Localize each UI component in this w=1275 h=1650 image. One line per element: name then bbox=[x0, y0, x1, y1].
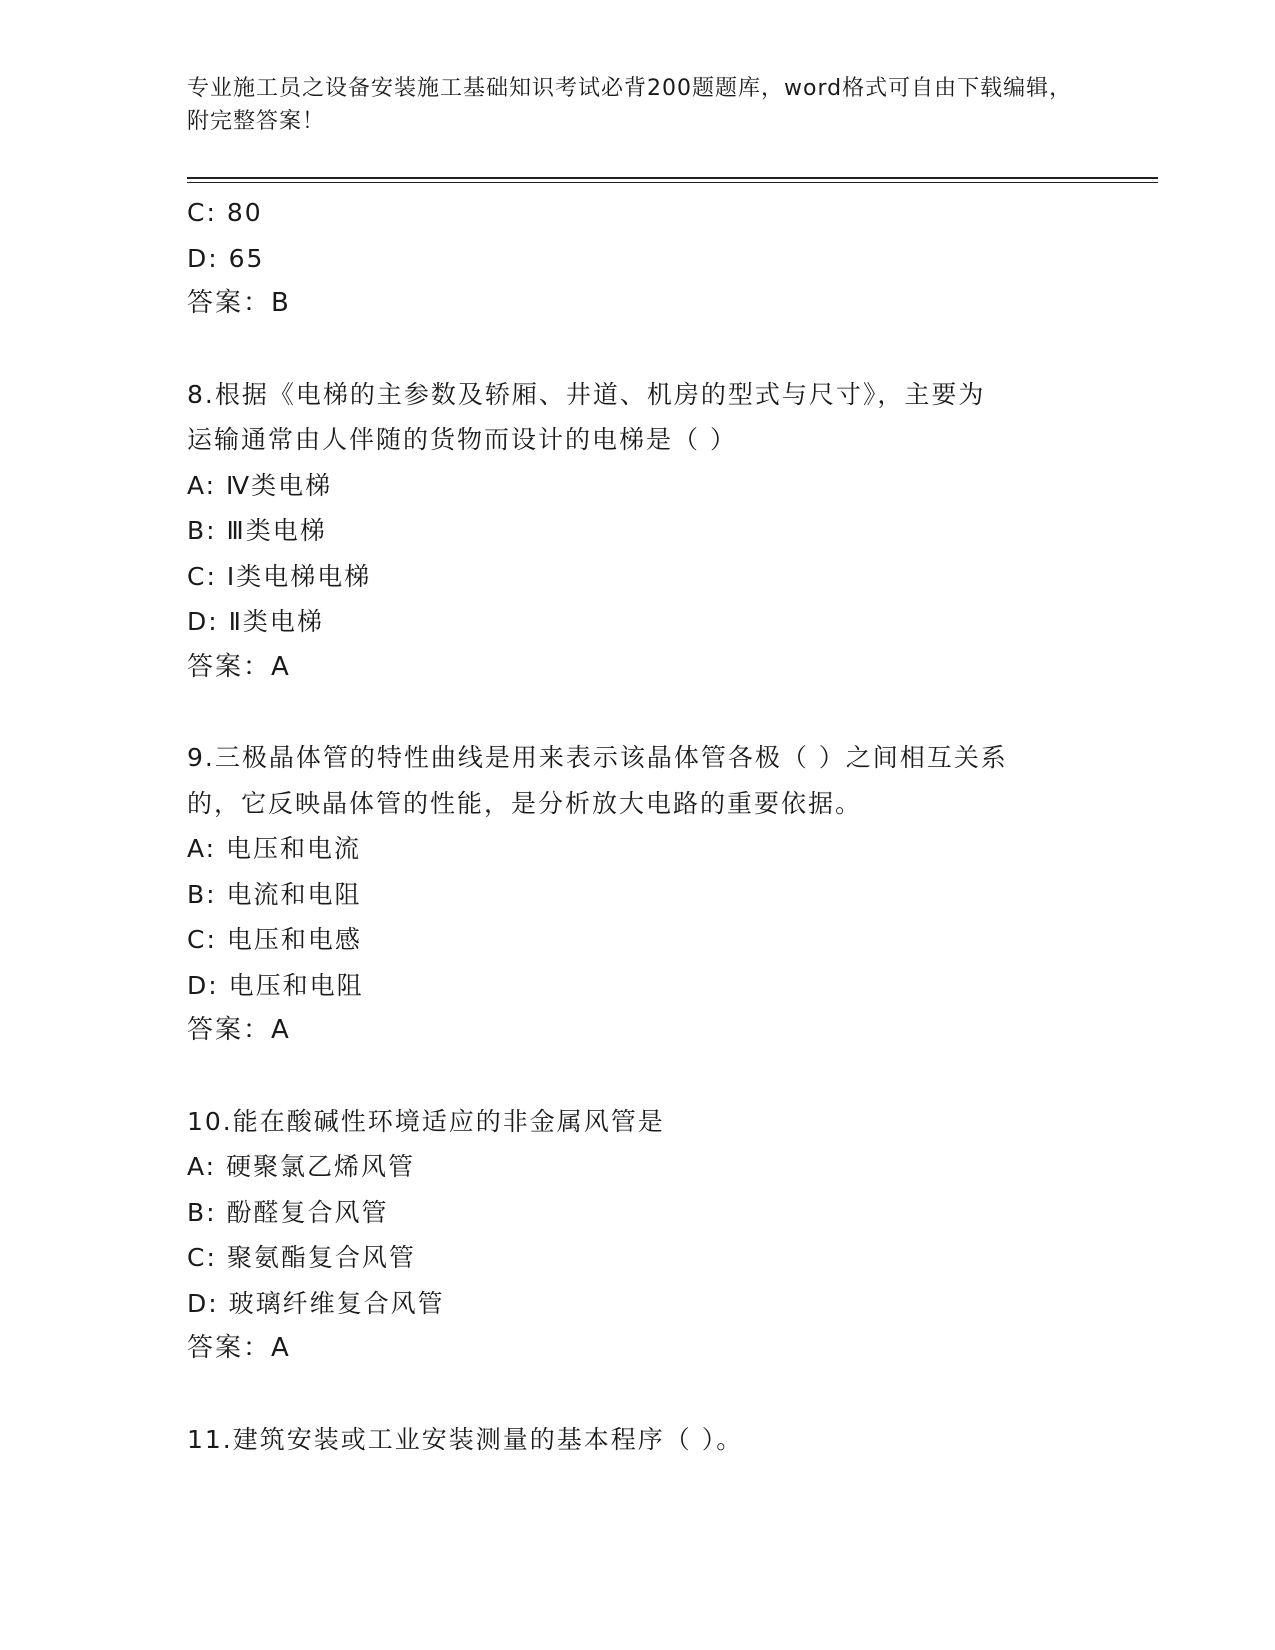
question-list bbox=[187, 190, 1087, 1462]
option-b: B: Ⅲ类电梯 bbox=[187, 516, 327, 545]
option-d: D: 电压和电阻 bbox=[187, 970, 364, 1000]
question-text-line-2: 的，它反映晶体管的性能，是分析放大电路的重要依据。 bbox=[187, 788, 863, 818]
option-c: C: 80 bbox=[187, 198, 263, 227]
header-divider-thin bbox=[187, 182, 1158, 183]
header-text: 专业施工员之设备安装施工基础知识考试必背200题题库，word格式可自由下载编辑，附完整答案！ bbox=[187, 76, 1073, 134]
option-c: C: Ⅰ类电梯电梯 bbox=[187, 561, 372, 591]
option-a: A: 电压和电流 bbox=[187, 834, 362, 863]
option-d: D: 65 bbox=[187, 243, 265, 273]
question-10 bbox=[187, 1099, 1087, 1372]
option-d: D: 玻璃纤维复合风管 bbox=[187, 1288, 445, 1318]
question-text-line-2: 运输通常由人伴随的货物而设计的电梯是（ ） bbox=[187, 425, 737, 454]
answer: 答案：B bbox=[187, 288, 291, 318]
header-divider-thick bbox=[187, 177, 1158, 179]
option-a: A: Ⅳ类电梯 bbox=[187, 470, 333, 500]
answer: 答案：A bbox=[187, 1333, 291, 1363]
option-a: A: 硬聚氯乙烯风管 bbox=[187, 1152, 416, 1181]
question-9 bbox=[187, 735, 1087, 1054]
answer: 答案：A bbox=[187, 1015, 291, 1045]
option-b: B: 电流和电阻 bbox=[187, 879, 362, 909]
question-text-line-1: 11.建筑安装或工业安装测量的基本程序（ ）。 bbox=[187, 1424, 744, 1454]
option-c: C: 电压和电感 bbox=[187, 925, 362, 954]
question-11 bbox=[187, 1417, 1087, 1463]
option-d: D: Ⅱ类电梯 bbox=[187, 607, 324, 636]
question-8 bbox=[187, 372, 1087, 691]
document-header bbox=[187, 72, 1087, 138]
question-text-line-1: 10.能在酸碱性环境适应的非金属风管是 bbox=[187, 1106, 665, 1136]
question-7-tail bbox=[187, 190, 1087, 327]
answer: 答案：A bbox=[187, 651, 291, 682]
question-text-line-1: 8.根据《电梯的主参数及轿厢、井道、机房的型式与尺寸》，主要为 bbox=[187, 379, 986, 409]
option-c: C: 聚氨酯复合风管 bbox=[187, 1243, 416, 1272]
option-b: B: 酚醛复合风管 bbox=[187, 1197, 389, 1227]
question-text-line-1: 9.三极晶体管的特性曲线是用来表示该晶体管各极（ ）之间相互关系 bbox=[187, 743, 1008, 772]
